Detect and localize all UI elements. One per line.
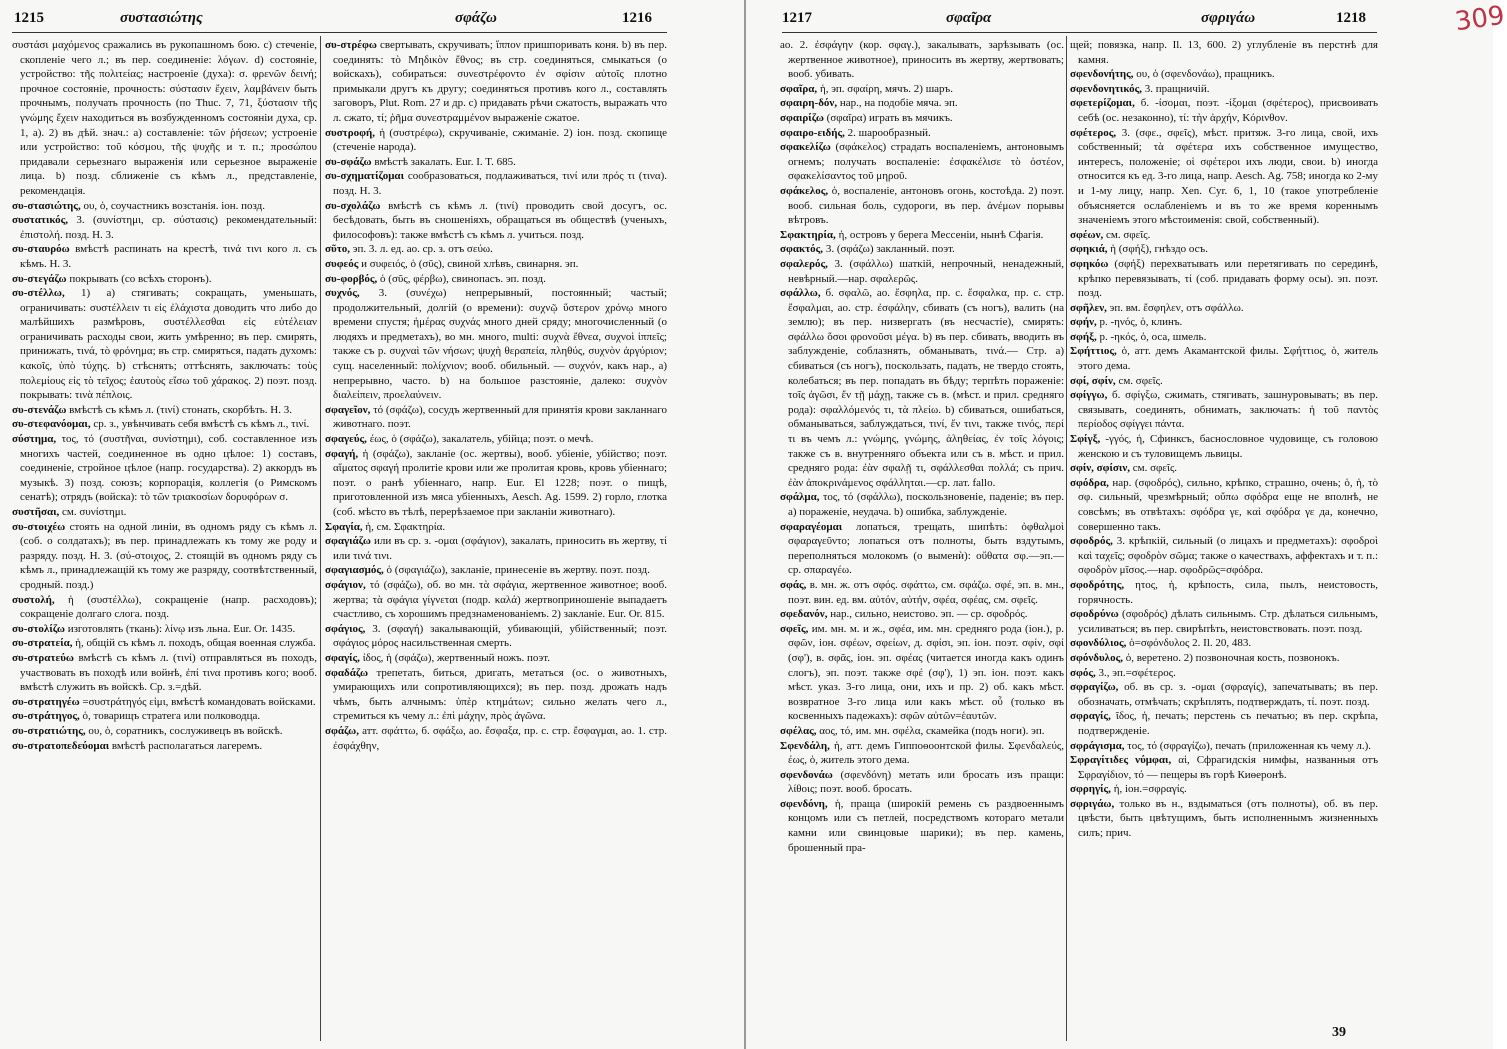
column-2 (325, 38, 667, 753)
dictionary-entry (325, 520, 667, 535)
dictionary-entry (1070, 753, 1378, 782)
headword: σφαγή, (325, 447, 359, 460)
definition: р. -ηνός, ὁ, клинъ. (1099, 316, 1183, 329)
dictionary-entry (1070, 301, 1378, 316)
dictionary-entry (12, 272, 317, 287)
definition: вмѣстѣ съ кѣмъ л. (τινί) проводить свой досугъ, ос. бесѣдовать, быть въ сношеніяхъ, обращаться въ обществѣ (ученыхъ, философовъ): также вмѣстѣ съ кѣмъ л. учиться. позд. (333, 199, 668, 241)
definition: ὁ, атт. демъ Акамантской филы. Σφήττιος, ὁ, житель этого дема. (1078, 345, 1379, 373)
dictionary-entry (325, 447, 667, 520)
definition: нар., сильно, неистово. эп. — ср. σφοδρός. (830, 608, 1028, 621)
headword: συ-σφάζω (325, 155, 372, 168)
dictionary-entry (1070, 636, 1378, 651)
definition: 3. (συνέχω) непрерывный, постоянный; частый; продолжительный, долгій (о времени): συχνῷ ὕστερον χρόνῳ много времени спустя; ἡμέρας συχνάς много дней сряду; многочисленный (о людяхъ и предметахъ), во мн. много, multi: συχνὰ ἔθνεα, συχνοὶ ἱππεῖς; также съ р. συχναὶ τῶν νήσων; ψυχὴ θεραπεία, πληθύς, συχνὸν ἀργύριον; сущ. населенный: πολίχνιον; вооб. обильный. — συχνόν, какъ нар., a) непрерывно, часто. b) на большое разстояніе, далеко: συχνὸν διαλείπειν, προελαύνειν. (333, 287, 668, 402)
definition: ἡ (σφάζω), закланіе (ос. жертвы), вооб. убіеніе, убійство; поэт. αἵματος σφαγή пролитіе крови или же пролитая кровь, кровь убіеннаго; поэт. о ранѣ убіеннаго, напр. Eur. El 1228; поэт. о пищѣ, приготовленной изъ мяса убіенныхъ, Aesch. Ag. 1599. 2) горло, глотка (соб. мѣсто въ тѣлѣ, перерѣзаемое при закланіи животнаго). (333, 447, 668, 518)
headword: Σφενδάλη, (780, 739, 830, 752)
signature-number: 39 (1332, 1025, 1346, 1040)
definition: ср. з., увѣнчивать себя вмѣстѣ съ кѣмъ л., τινί. (93, 418, 310, 431)
headword: συ-στρατεύω (12, 651, 74, 664)
dictionary-entry (1070, 739, 1378, 754)
headword: σφάς, (780, 578, 807, 591)
running-head: συστασιώτης (120, 10, 203, 26)
definition: 3. (συνίστημι, ср. σύστασις) рекомендательный: ἐπιστολή. позд. Н. 3. (20, 214, 318, 241)
headword: σφράγισμα, (1070, 739, 1125, 752)
dictionary-entry (1070, 228, 1378, 243)
headword: σφέων, (1070, 228, 1104, 241)
definition: р. -ηκός, ὁ, оса, шмель. (1099, 330, 1207, 343)
definition: 3. (σφάζω) закланный. поэт. (825, 243, 955, 256)
headword: συστῆσαι, (12, 506, 60, 518)
definition: -γγός, ἡ, Сфинксъ, баснословное чудовище, съ головою женскою и съ туловищемъ львицы. (1078, 433, 1378, 460)
dictionary-entry (1070, 126, 1378, 228)
dictionary-entry (780, 111, 1064, 126)
headword: σφέλας, (780, 724, 817, 737)
dictionary-entry (780, 38, 1064, 82)
dictionary-entry (1070, 709, 1378, 738)
definition: б. σφίγξω, сжимать, стягивать, зашнуровывать; въ пер. связывать, соединять, обнимать, заключать: ἡ τοῦ παντὸς περίοδος σφίγγει πάντα. (1078, 389, 1379, 431)
definition: в. мн. ж. отъ σφός. σφάττω, см. σφάζω. σφέ, эп. в. мн., поэт. вин. ед. вм. αὐτόν, αὐτήν, σφέα, σφέας, см. σφεῖς. (788, 578, 1065, 606)
definition: ао. 2. ἐσφάγην (кор. σφαγ.), закалывать, зарѣзывать (ос. жертвенное животное), приносить въ жертву, жертвовать; вооб. убивать. (780, 39, 1064, 81)
definition: эп. вм. ἔσφηλεν, отъ σφάλλω. (1109, 301, 1244, 314)
definition: 1) a) стягивать; сокращать, уменьшать, ограничивать: συστέλλειν τι εἰς ἐλάχιστα доводить что либо до малѣйшихъ размѣровъ, συστέλλεσθαι εἰς εὐτέλειαν ограничивать расходы свои, жить умѣренно; въ пер. смирять, принижать, τινά, τὸ φρόνημα; въ стр. смиряться, падать духомъ: κακοῖς, ὑπὸ τύχης. b) стѣснять; оттѣснять, заключать: τοὺς πολεμίους εἰς τὸ τεῖχος; ἑαυτοὺς εἴσω τοῦ χάρακος. 2) поэт. позд. покрывать: τινὰ πέπλοις. (20, 287, 317, 402)
definition: и συφειός, ὁ (σῦς), свиной хлѣвъ, свинарня. эп. (361, 257, 579, 270)
page-number: 1217 (782, 10, 812, 26)
column-3 (780, 38, 1064, 855)
dictionary-entry (780, 257, 1064, 286)
headword: σφαγεῖον, (325, 403, 371, 416)
dictionary-entry (12, 695, 317, 710)
definition: τό (σφάζω), сосудъ жертвенный для принятія крови закланнаго животнаго. поэт. (333, 403, 667, 431)
headword: σφονδύλιος, (1070, 637, 1127, 650)
dictionary-entry (325, 286, 667, 403)
dictionary-entry (1070, 344, 1378, 373)
dictionary-entry (12, 213, 317, 242)
headword: σφόδρα, (1070, 476, 1109, 489)
headword: συ-στενάζω (12, 403, 67, 416)
dictionary-entry (1070, 461, 1378, 476)
dictionary-entry (1070, 782, 1378, 797)
dictionary-entry (12, 636, 317, 651)
dictionary-entry (1070, 607, 1378, 636)
headword: σφαῖρα, (780, 82, 818, 95)
headword: Σφακτηρία, (780, 228, 836, 241)
definition: ου, ὁ, соратникъ, сослуживецъ въ войскѣ. (88, 724, 283, 737)
definition: αἱ, Сфрагидскія нимфы, названныя отъ Σφραγίδιον, τό — пещеры въ горѣ Киѳеронѣ. (1078, 754, 1379, 781)
headword: συ-στρατεία, (12, 637, 73, 650)
column-divider (320, 36, 321, 1041)
dictionary-entry (325, 257, 667, 272)
definition: только въ н., вздыматься (отъ полноты), об. въ пер. цвѣсти, быть цвѣтущимъ, быть исполненнымъ жизненныхъ силъ; прич. (1078, 797, 1378, 840)
dictionary-entry (12, 417, 317, 432)
definition: =συστράτηγός εἰμι, вмѣстѣ командовать войсками. (82, 695, 316, 708)
definition: вмѣстѣ съ кѣмъ л. (τινί) отправляться въ походъ, участвовать въ походѣ или войнѣ, ἐπί τινα противъ кого; вооб. вмѣстѣ служить въ войскѣ. Ср. з.=дѣй. (20, 651, 317, 694)
definition: ὁ, товарищъ стратега или полководца. (82, 710, 261, 723)
definition: ἡ, атт. демъ Гиппоѳоонтской филы. Σφενδαλεύς, έως, ὁ, житель этого дема. (788, 739, 1065, 767)
definition: 3., эп.=σφέτερος. (1098, 666, 1176, 679)
dictionary-entry (325, 724, 667, 753)
definition: б. σφαλῶ, ао. ἔσφηλα, пр. с. ἔσφαλκα, пр. с. стр. ἔσφαλμαι, ао. стр. ἐσφάλην, сбивать (съ ногъ), валить (на землю); въ пер. низвергать (въ несчастіе), смирять: σφάλλω ὅσοι φρονοῦσι μέγα. b) въ пер. сбивать, вводить въ заблужденіе, соблазнять, обманывать, τινά.— Стр. a) сбиваться (съ ногъ), поскользать, падать, не твердо стоять, колебаться; въ пер. попадать въ бѣду; терпѣть пораженіе: τοῖς ἀγῶσι, ἔν τῇ μάχῃ, также съ в. (мѣст. и прил. средняго рода): σφαλλόμενός τι, τὰ πλείω. b) сбиваться, ошибаться, обманываться, заблуждаться, τινί, ἔν τινι, также τινός, περί τι въ чемъ л.: γνώμης, γνώμης, ἀληθείας, ἐν τοῖς λόγοις; также съ в. внутренняго объекта или съ в. мѣст. и прил. средняго рода: ἐὰν σφαλῇ τι, σφάλλεσθαι πολλά; съ прич. ἐὰν ἀποκρινάμενος σφάλληται.—ср. лат. fallo. (788, 287, 1064, 489)
headword: συστροφή, (325, 126, 375, 139)
headword: σφαιρη-δόν, (780, 97, 838, 110)
headword: σφενδονήτης, (1070, 68, 1134, 81)
dictionary-entry (1070, 38, 1378, 67)
dictionary-entry (780, 82, 1064, 97)
headword: σφηκιά, (1070, 243, 1108, 256)
definition: (σφάκελος) страдать воспаленіемъ, антоновымъ огнемъ; получать воспаленіе: ἐσφακέλισε τὸ ὀστέον, σφακελίσαντος τοῦ μηροῦ. (788, 141, 1064, 183)
dictionary-entry (325, 126, 667, 155)
dictionary-entry (780, 490, 1064, 519)
dictionary-entry (1070, 388, 1378, 432)
definition: τος, τό (σφάλλω), поскользновеніе, паденіе; въ пер. a) пораженіе, неудача. b) ошибка, заблужденіе. (788, 491, 1064, 518)
dictionary-entry (12, 199, 317, 214)
definition: вмѣстѣ распинать на крестѣ, τινά τινι кого л. съ кѣмъ. Н. 3. (20, 243, 317, 270)
headword: σῦτο, (325, 243, 351, 256)
definition: (σφενδόνη) метать или бросать изъ пращи: λίθοις; поэт. вооб. бросать. (788, 768, 1064, 796)
headword: συ-στολίζω (12, 622, 65, 635)
definition: см. σφεῖς. (1106, 228, 1151, 241)
definition: ἡ, іон.=σφραγίς. (1113, 783, 1187, 796)
definition: им. мн. м. и ж., σφέα, им. мн. средняго рода (іон.), р. σφῶν, іон. σφέων, σφείων, д. σφίσι, эп. іон. поэт. σφίν, σφί (σφ'), в. σφᾶς, іон. эп. σφέας (читается иногда какъ одинъ слогъ), эп. поэт. также σφέ (σφ'), 1) эп. іон. поэт. какъ мѣст. указ. 3-го лица, они, ихъ и пр. 2) об. какъ мѣст. возвратное 3-го лица или какъ мѣст. οὗ (только въ косвенныхъ падежахъ): σφῶν αὐτῶν=ἑαυτῶν. (788, 622, 1064, 723)
dictionary-entry (1070, 534, 1378, 578)
headword: σφενδονάω (780, 768, 833, 781)
definition: 3. пращничій. (1144, 82, 1210, 95)
dictionary-entry (780, 768, 1064, 797)
definition: ὁ, веретено. 2) позвоночная кость, позвонокъ. (1125, 651, 1340, 664)
dictionary-entry (12, 242, 317, 271)
dictionary-entry (1070, 257, 1378, 301)
headword: σφός, (1070, 666, 1096, 679)
headword: σφάλμα, (780, 491, 820, 504)
definition: ου, ὁ, соучастникъ возстанія. іон. позд. (83, 199, 266, 212)
headword: σφρηγίς, (1070, 783, 1111, 796)
headword: συ-στεγάζω (12, 272, 67, 285)
headword: σφαιρίζω (780, 111, 824, 124)
headword: σφριγάω, (1070, 797, 1115, 810)
definition: сообразоваться, подлаживаться, τινί или πρός τι (τινα). позд. Н. 3. (333, 170, 668, 197)
dictionary-entry (325, 403, 667, 432)
dictionary-entry (1070, 797, 1378, 841)
definition: τος, τό (σφραγίζω), печать (приложенная къ чему л.). (1127, 739, 1372, 752)
dictionary-entry (1070, 476, 1378, 534)
dictionary-entry (780, 724, 1064, 739)
headword: συ-φορβός, (325, 272, 378, 285)
definition: συστάσι μαχόμενος сражались въ рукопашномъ бою. c) стеченіе, скопленіе чего л.; въ пер. соединеніе: λόγων. d) состояніе, устройство: τῆς πολιτείας; настроеніе (духа): σ. φρενῶν δεινή; прочное состояніе, прочность: σύστασιν ἔχειν, λαμβάνειν быть прочнымъ, получать прочность (по Thuc. 7, 71, ξύστασιν τῆς γνώμης ἔχειν находиться въ возбужденномъ состояніи духа, ср. 1, a). 2) въ дѣй. знач.: a) составленіе: τῶν ῥήσεων; устроеніе или устройство: τοῦ κόσμου, τῆς ψυχῆς и т. п.; προσώπου придавали серьезнаго выраженія или серьезное выраженіе лица. b) позд. сближеніе съ кѣмъ л., представленіе, рекомендація. (12, 39, 317, 197)
column-4 (1070, 38, 1378, 841)
definition: ἡ, островъ у берега Мессеніи, нынѣ Сфагія. (838, 228, 1044, 241)
definition: вмѣстѣ закалать. Eur. I. T. 685. (374, 155, 516, 168)
dictionary-entry (1070, 651, 1378, 666)
headword: σφάλλω, (780, 287, 821, 300)
dictionary-entry (780, 578, 1064, 607)
headword: σφῆλεν, (1070, 301, 1107, 314)
definition: или въ ср. з. -ομαι (σφάγιον), закалать, приносить въ жертву, τί или τινά τινι. (333, 535, 667, 562)
headword: σφετερίζομαι, (1070, 97, 1135, 110)
headword: σφοδρός, (1070, 535, 1113, 548)
definition: вмѣстѣ съ кѣмъ л. (τινί) стонать, скорбѣть. Н. 3. (69, 403, 292, 416)
dictionary-entry (325, 578, 667, 622)
headword: σφέτερος, (1070, 126, 1117, 139)
headword: σφαδάζω (325, 666, 369, 679)
headword: σφαγιασμός, (325, 564, 384, 577)
dictionary-entry (1070, 432, 1378, 461)
definition: трепетать, биться, дригать, метаться (ос. о животныхъ, умирающихъ или сопротивляющихся); въ пер. позд. дрожать надъ чѣмъ, быть алчнымъ: ὑπὲρ κτημάτων; сильно желать чего л., стремиться къ чему л.: ἐπὶ μάχην, πρὸς ἀγῶνα. (333, 666, 668, 723)
headword: σφάκελος, (780, 184, 829, 197)
dictionary-entry (780, 739, 1064, 768)
definition: ίδος, ἡ (σφάζω), жертвенный ножъ. поэт. (362, 651, 550, 664)
definition: 3. (σφε., σφεῖς), мѣст. притяж. 3-го лица, свой, ихъ собственный; τὰ σφέτερα ихъ собственное имущество, интересъ, положеніе; οἱ σφέτεροι ихъ люди, свои. b) иногда относится къ ед. 3-го лица, напр. Aesch. Ag. 758; иногда ко 2-му и 1-му лицу, напр. Xen. Cyr. 6, 1, 10 (такое употребленіе объясняется ослабленіемъ и въ то же время кореннымъ значеніемъ этого мѣстоименія: свой, собственный). (1078, 126, 1378, 227)
definition: 2. шарообразный. (847, 126, 931, 139)
definition: об. въ ср. з. -ομαι (σφραγίς), запечатывать; въ пер. обозначать, отмѣчать; скрѣплять, подтверждать, τί. поэт. позд. (1078, 681, 1378, 708)
headword: σύστημα, (12, 433, 57, 446)
dictionary-entry (780, 797, 1064, 855)
dictionary-entry (325, 534, 667, 563)
dictionary-entry (780, 228, 1064, 243)
dictionary-entry (1070, 666, 1378, 681)
headword: σφαγίς, (325, 651, 360, 664)
headword: συ-σχολάζω (325, 199, 381, 212)
definition: б. -ίσομαι, поэт. -ίξομαι (σφέτερος), присвоивать себѣ (ос. незаконно), τί: τὴν ἀρχήν, Κόρινθον. (1078, 97, 1378, 124)
column-divider (1066, 36, 1067, 1041)
definition: щей; повязка, напр. Il. 13, 600. 2) углубленіе въ перстнѣ для камня. (1070, 39, 1378, 66)
dictionary-entry (12, 593, 317, 622)
headword: σφακελίζω (780, 141, 831, 154)
page-number: 1216 (622, 10, 652, 26)
headword: συστατικός, (12, 214, 69, 227)
dictionary-entry (325, 169, 667, 198)
headword: Σφήττιος, (1070, 345, 1117, 358)
dictionary-entry (780, 622, 1064, 724)
definition: (σφαῖρα) играть въ мячикъ. (826, 111, 953, 124)
handwritten-page-number: 309 (1453, 0, 1507, 38)
definition: см. σφεῖς. (1118, 374, 1163, 387)
headword: σφραγίζω, (1070, 681, 1119, 694)
definition: ἡ, праща (широкій ремень съ раздвоеннымъ концомъ или съ петлей, посредствомъ котораго метали камни или свинцовые шарики); въ пер. камень, брошенный пра- (788, 797, 1064, 854)
headword: σφοδρύνω (1070, 608, 1119, 621)
definition: нар. (σφοδρός), сильно, крѣпко, страшно, очень; ὁ, ἡ, τὸ σφ. сильный, чрезмѣрный; οὔπω σφόδρα еще не вполнѣ, не совсѣмъ; въ отвѣтахъ: σφόδρα γε, καὶ σφόδρα γε да, конечно, совершенно такъ. (1078, 476, 1379, 533)
dictionary-entry (12, 505, 317, 520)
definition: 3. (σφαγή) закалывающій, убивающій, убійственный; поэт. σφάγιος μόρος насильственная смерть. (333, 622, 667, 650)
definition: τό (σφάζω), об. во мн. τὰ σφάγια, жертвенное животное; вооб. жертва; τὰ σφάγια γίγνεται (подр. καλά) жертвоприношеніе выпадаетъ счастливо, съ хорошимъ предзнаменованіемъ. 2) закланіе. Eur. Or. 815. (333, 578, 668, 621)
headword: σφάγιος, (325, 622, 366, 635)
definition: ὁ, воспаленіе, антоновъ огонь, костоѣда. 2) поэт. вооб. сильная боль, судороги, въ пер. ἀνέμων порывы вѣтровъ. (788, 184, 1064, 227)
definition: лопаться, трещать, шипѣть: ὀφθαλμοὶ σφαραγεῦντο; лопаться отъ полноты, быть вздутымъ, переполняться молокомъ (о выменѝ): οὔθατα σφ.—эп.—ср. σπαραγέω. (788, 520, 1065, 577)
header-rule (12, 32, 667, 33)
headword: συ-στράτηγος, (12, 710, 80, 723)
dictionary-entry (1070, 315, 1378, 330)
headword: σφίν, σφίσιν, (1070, 462, 1130, 475)
headword: σφαγιάζω (325, 535, 371, 548)
headword: σφαλερός, (780, 257, 828, 270)
definition: έως, ὁ (σφάζω), закалатель, убійца; поэт. о мечѣ. (369, 433, 594, 446)
page-number: 1218 (1336, 10, 1366, 26)
definition: τος, τό (συστῆναι, συνίστημι), соб. составленное изъ многихъ частей, соединенное въ одно цѣлое: 1) составъ, соединеніе, стройное цѣлое (напр. государства). 2) аккордъ въ музыкѣ. 3) позд. союзъ; корпорація, коллегія (о Римскомъ сенатѣ); отрядъ (войска): τὸ τῶν τριακοσίων δορυφόρων σ. (20, 433, 318, 504)
dictionary-entry (325, 432, 667, 447)
dictionary-entry (780, 607, 1064, 622)
headword: σφί, σφίν, (1070, 374, 1116, 387)
dictionary-entry (12, 520, 317, 593)
headword: σφηκόω (1070, 257, 1109, 270)
dictionary-entry (780, 96, 1064, 111)
definition: изготовлять (ткань): λίνῳ изъ льна. Eur. Or. 1435. (67, 622, 296, 635)
definition: ῖδος, ἡ, печать; перстень съ печатью; въ пер. скрѣпа, подтвержденіе. (1078, 710, 1379, 737)
headword: σφεῖς, (780, 622, 809, 635)
headword: σφάζω, (325, 724, 359, 737)
dictionary-entry (325, 242, 667, 257)
definition: ἡ (σφήξ), гнѣздо осъ. (1110, 243, 1208, 256)
dictionary-entry (1070, 67, 1378, 82)
dictionary-entry (12, 403, 317, 418)
definition: ητος, ἡ, крѣпость, сила, пылъ, неистовость, горячность. (1078, 578, 1379, 606)
dictionary-entry (1070, 680, 1378, 709)
running-head: σφριγάω (1201, 10, 1256, 26)
dictionary-entry (780, 286, 1064, 490)
headword: συφεός (325, 257, 359, 270)
dictionary-entry (12, 432, 317, 505)
headword: συ-στρατιώτης, (12, 724, 86, 737)
dictionary-entry (1070, 82, 1378, 97)
headword: συ-στρέφω (325, 39, 377, 51)
headword: συ-στασιώτης, (12, 199, 81, 212)
dictionary-entry (325, 199, 667, 243)
dictionary-entry (12, 739, 317, 754)
headword: συ-στρατηγέω (12, 695, 80, 708)
definition: ὁ (σῦς, φέρβω), свинопасъ. эп. позд. (380, 272, 546, 285)
dictionary-entry (325, 622, 667, 651)
dictionary-entry (780, 242, 1064, 257)
definition: см. συνίστημι. (62, 506, 127, 518)
definition: (σφοδρός) дѣлать сильнымъ. Стр. дѣлаться сильнымъ, усиливаться; въ пер. свирѣпѣть, неистовствовать. поэт. позд. (1078, 608, 1379, 635)
running-head: σφαῖρα (946, 10, 992, 26)
dictionary-entry (1070, 374, 1378, 389)
definition: ου, ὁ (σφενδονάω), пращникъ. (1136, 68, 1275, 81)
page-number: 1215 (14, 10, 44, 26)
dictionary-entry (325, 272, 667, 287)
headword: σφαγεύς, (325, 433, 367, 446)
headword: σφεδανόν, (780, 608, 828, 621)
headword: σφαιρο-ειδής, (780, 126, 845, 139)
definition: ἡ (συστρέφω), скручиваніе, сжиманіе. 2) іон. позд. скопище (стеченіе народа). (333, 126, 667, 154)
definition: ἡ, эп. σφαίρη, мячъ. 2) шаръ. (819, 82, 953, 95)
dictionary-entry (12, 651, 317, 695)
left-page (0, 0, 744, 1049)
headword: σφενδονητικός, (1070, 82, 1142, 95)
headword: συ-στοιχέω (12, 520, 66, 533)
headword: σφακτός, (780, 243, 824, 256)
definition: стоять на одной линіи, въ одномъ ряду съ кѣмъ л. (соб. о солдатахъ); въ пер. принадлежать къ тому же роду и разряду. позд. Н. 3. (σύ-στοιχος, 2. стоящій въ одномъ ряду съ кѣмъ л., принадлежащій къ тому же разряду, соотвѣтственный, сродный. позд.) (20, 520, 317, 591)
dictionary-entry (12, 724, 317, 739)
definition: ἡ, см. Σφακτηρία. (365, 520, 446, 533)
headword: Σφραγίτιδες νύμφαι, (1070, 754, 1172, 767)
dictionary-entry (325, 651, 667, 666)
dictionary-entry (780, 520, 1064, 578)
dictionary-entry (325, 563, 667, 578)
dictionary-entry (12, 286, 317, 403)
headword: σφάγιον, (325, 578, 366, 591)
dictionary-entry (12, 709, 317, 724)
definition: αος, τό, им. мн. σφέλα, скамейка (подъ ноги). эп. (819, 724, 1045, 737)
headword: σφραγίς, (1070, 710, 1111, 723)
dictionary-entry (780, 126, 1064, 141)
headword: Σφίγξ, (1070, 433, 1101, 446)
dictionary-entry (12, 622, 317, 637)
definition: вмѣстѣ располагаться лагеремъ. (111, 739, 263, 752)
headword: σφενδόνη, (780, 797, 828, 810)
dictionary-entry (325, 155, 667, 170)
definition: свертывать, скручивать; ἵππον пришпоривать коня. b) въ пер. соединять: τὸ Μηδικὸν ἔθνος; въ стр. соединяться, смыкаться (о войскахъ), собираться: συνεστρέφοντο ἐν σφίσιν αὐτοῖς плотно примыкали другъ къ другу; соединяться противъ кого л., составлять заговоръ, Plut. Rom. 27 и др. c) придавать рѣчи сжатость, выражать что л. сжато, τί; ῥῆμα συνεστραμμένον выраженіе сжатое. (333, 39, 667, 124)
definition: эп. 3. л. ед. ао. ср. з. отъ σεύω. (352, 243, 493, 256)
headword: συ-σταυρόω (12, 243, 70, 256)
header-rule (782, 32, 1377, 33)
dictionary-entry (1070, 578, 1378, 607)
headword: συστολή, (12, 593, 55, 606)
dictionary-entry (1070, 242, 1378, 257)
headword: σφήν, (1070, 316, 1097, 329)
definition: атт. σφάττω, б. σφάξω, ао. ἔσφαξα, пр. с. стр. ἔσφαγμαι, ао. 1. стр. ἐσφάχθην, (333, 724, 667, 752)
definition: (σφήξ) перехватывать или перетягивать по серединѣ, крѣпко перевязывать, τί (соб. придавать форму осы). эп. поэт. позд. (1078, 257, 1379, 300)
definition: нар., на подобіе мяча. эп. (839, 97, 958, 110)
dictionary-entry (1070, 330, 1378, 345)
definition: ὁ=σφόνδυλος 2. Il. 20, 483. (1129, 637, 1252, 650)
headword: σφοδρότης, (1070, 578, 1125, 591)
headword: σφόνδυλος, (1070, 651, 1123, 664)
column-1 (12, 38, 317, 753)
dictionary-entry (780, 140, 1064, 184)
dictionary-entry (325, 38, 667, 126)
headword: σφήξ, (1070, 330, 1097, 343)
headword: σφίγγω, (1070, 389, 1108, 402)
definition: 3. (σφάλλω) шаткій, непрочный, ненадежный, невѣрный.—нар. σφαλερῶς. (788, 257, 1064, 285)
headword: συ-σχηματίζομαι (325, 170, 404, 183)
definition: ἡ, общій съ кѣмъ л. походъ, общая военная служба. (75, 637, 316, 650)
headword: συχνός, (325, 287, 360, 300)
right-page (746, 0, 1493, 1049)
headword: Σφαγία, (325, 520, 363, 533)
definition: ἡ (συστέλλω), сокращеніе (напр. расходовъ); сокращеніе долгаго слога. позд. (20, 593, 318, 621)
headword: συ-στέλλω, (12, 287, 65, 300)
dictionary-entry (780, 184, 1064, 228)
definition: ὁ (σφαγιάζω), закланіе, принесеніе въ жертву. поэт. позд. (386, 564, 650, 577)
definition: 3. крѣпкій, сильный (о лицахъ и предметахъ): σφοδροὶ καὶ ταχεῖς; σφοδρὸν σῶμα; также о качествахъ, аффектахъ и т. п.: σφοδρὸν μῖσος.—нар. σφοδρῶς=σφόδρα. (1078, 535, 1378, 577)
running-head: σφάζω (455, 10, 497, 26)
definition: покрывать (со всѣхъ сторонъ). (69, 272, 212, 285)
headword: συ-στρατοπεδεύομαι (12, 739, 110, 752)
dictionary-entry (1070, 96, 1378, 125)
dictionary-entry (12, 38, 317, 199)
headword: σφαραγέομαι (780, 520, 843, 533)
headword: συ-στεφανόομαι, (12, 418, 91, 431)
dictionary-entry (325, 666, 667, 724)
definition: см. σφεῖς. (1132, 462, 1178, 475)
